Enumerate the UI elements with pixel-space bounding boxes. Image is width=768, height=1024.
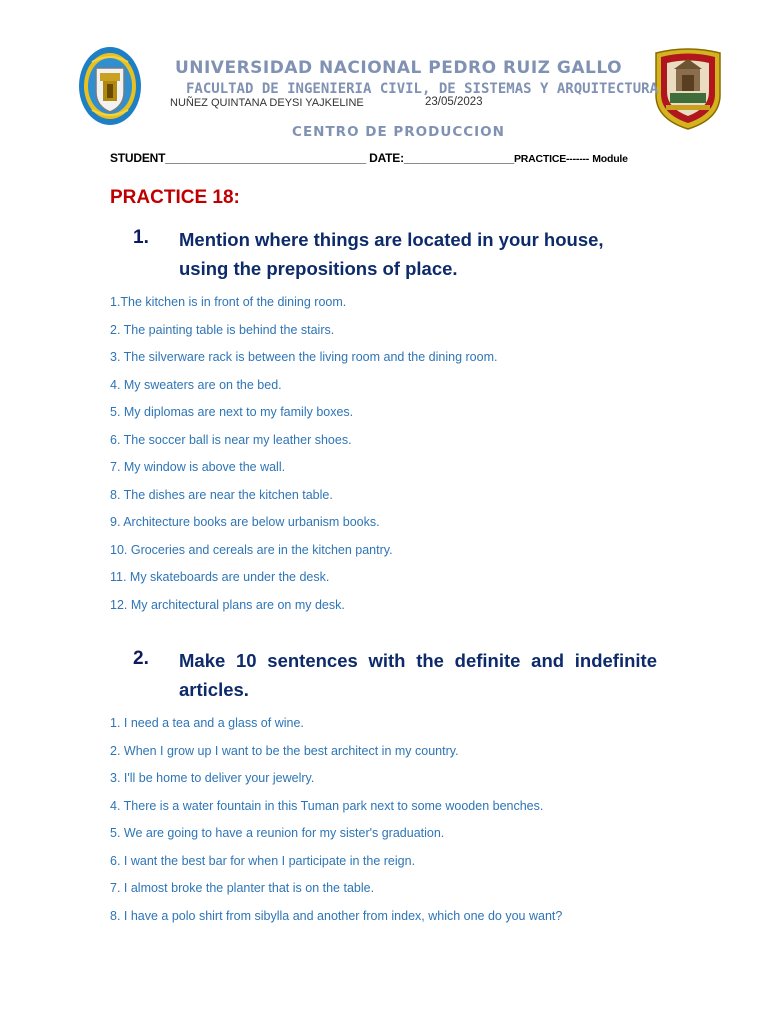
list-item: 6. I want the best bar for when I participate in the reign. bbox=[110, 853, 416, 868]
list-item: 6. The soccer ball is near my leather shoes. bbox=[110, 432, 352, 447]
list-item: 1. I need a tea and a glass of wine. bbox=[110, 716, 304, 730]
list-item: 4. There is a water fountain in this Tuman park next to some wooden benches. bbox=[110, 798, 544, 813]
list-item: 7. I almost broke the planter that is on the table. bbox=[110, 881, 375, 895]
student-field-label: STUDENT_______________________________ bbox=[110, 151, 366, 165]
list-item: 4. My sweaters are on the bed. bbox=[110, 377, 282, 392]
student-name: NUÑEZ QUINTANA DEYSI YAJKELINE bbox=[170, 97, 364, 109]
list-item: 3. I'll be home to deliver your jewelry. bbox=[110, 771, 315, 785]
question-1-answers bbox=[110, 294, 497, 624]
question-2-number: 2. bbox=[133, 648, 149, 669]
question-2-answers bbox=[110, 715, 562, 935]
date-field-label: DATE:_________________ bbox=[369, 151, 514, 165]
list-item: 12. My architectural plans are on my desk. bbox=[110, 597, 345, 612]
list-item: 10. Groceries and cereals are in the kitchen pantry. bbox=[110, 542, 393, 557]
list-item: 9. Architecture books are below urbanism books. bbox=[110, 515, 380, 529]
question-1-number: 1. bbox=[133, 227, 149, 248]
module-field-label: Module bbox=[592, 153, 628, 165]
list-item: 8. The dishes are near the kitchen table. bbox=[110, 487, 333, 502]
list-item: 2. The painting table is behind the stairs. bbox=[110, 322, 335, 337]
list-item: 2. When I grow up I want to be the best architect in my country. bbox=[110, 743, 459, 758]
list-item: 8. I have a polo shirt from sibylla and another from index, which one do you want? bbox=[110, 908, 563, 923]
list-item: 11. My skateboards are under the desk. bbox=[110, 570, 330, 584]
centro-title: CENTRO DE PRODUCCION bbox=[292, 124, 505, 140]
list-item: 7. My window is above the wall. bbox=[110, 460, 286, 474]
university-name: UNIVERSIDAD NACIONAL PEDRO RUIZ GALLO bbox=[174, 58, 623, 78]
faculty-name: FACULTAD DE INGENIERIA CIVIL, DE SISTEMAS Y ARQUITECTURA bbox=[185, 81, 658, 97]
list-item: 1.The kitchen is in front of the dining room. bbox=[110, 295, 347, 309]
header-date: 23/05/2023 bbox=[425, 96, 483, 108]
question-2-text: Make 10 sentences with the definite and indefinite articles. bbox=[179, 650, 657, 700]
list-item: 5. My diplomas are next to my family boxes. bbox=[110, 405, 354, 419]
question-1-text: Mention where things are located in your house, using the prepositions of place. bbox=[179, 229, 604, 279]
list-item: 5. We are going to have a reunion for my sister's graduation. bbox=[110, 826, 445, 840]
list-item: 3. The silverware rack is between the living room and the dining room. bbox=[110, 350, 498, 364]
practice-field-label: PRACTICE------- bbox=[513, 153, 590, 165]
form-line bbox=[110, 151, 628, 165]
practice-title: PRACTICE 18: bbox=[110, 187, 240, 208]
